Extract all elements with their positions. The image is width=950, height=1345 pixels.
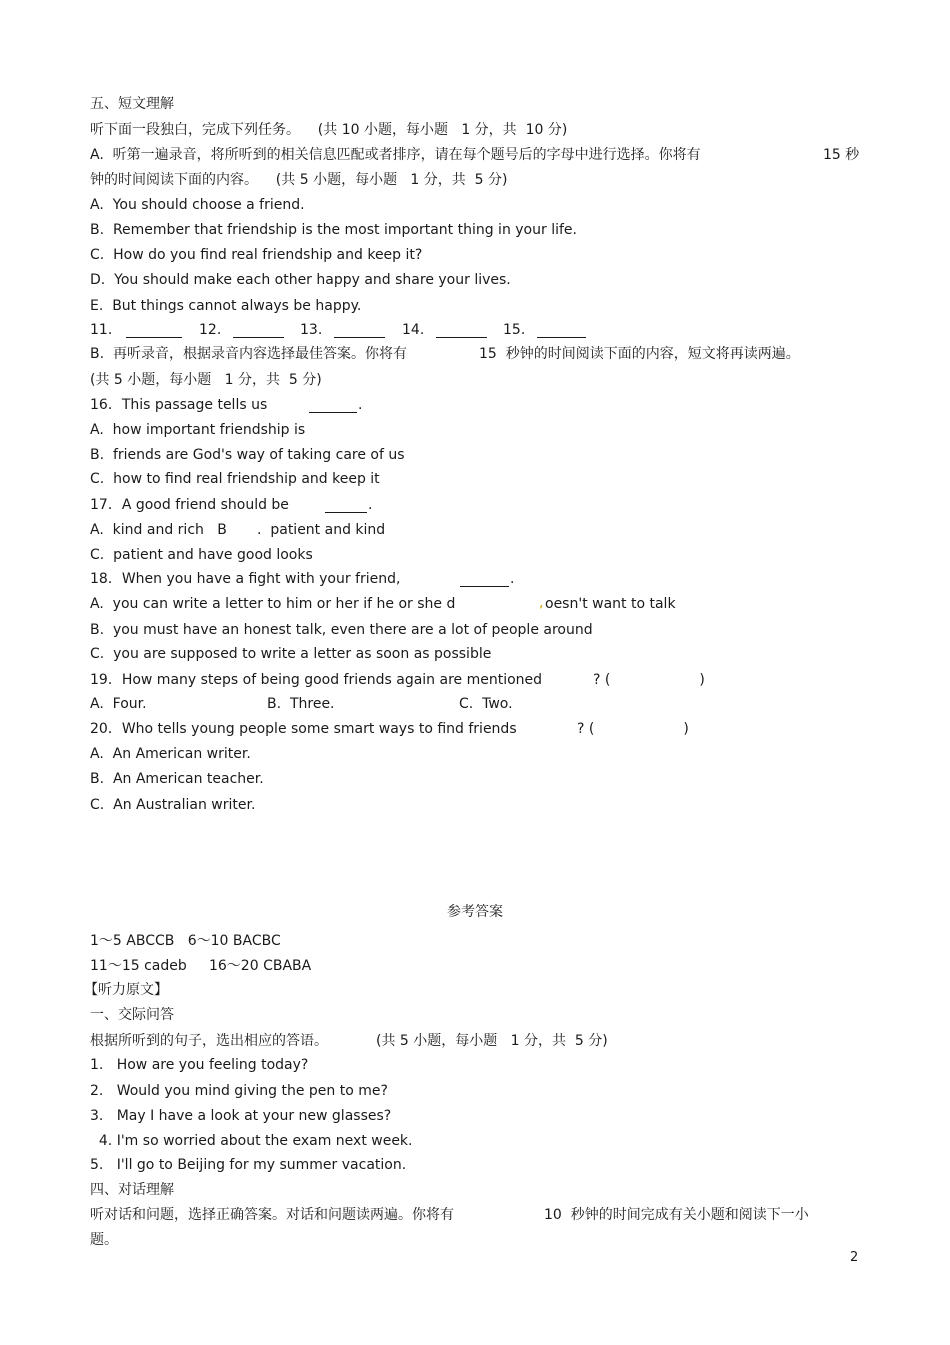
part-b-instruction-line1: B. 再听录音，根据录音内容选择最佳答案。你将有 [90, 346, 407, 362]
transcript-heading: 【听力原文】 [84, 982, 168, 998]
section-4-heading: 四、对话理解 [90, 1182, 174, 1198]
q16-period: . [358, 397, 363, 413]
q16-stem: 16．This passage tells us [90, 397, 268, 413]
section-5-instruction: 听下面一段独白，完成下列任务。 (共 10 小题，每小题 1 分，共 10 分) [90, 122, 568, 138]
transcript-sentence-3: 3. May I have a look at your new glasses? [90, 1108, 392, 1124]
option-c: C. How do you find real friendship and keep it? [90, 247, 423, 263]
part-a-15-seconds: 15 秒 [823, 147, 860, 163]
q17-stem: 17．A good friend should be [90, 497, 289, 513]
q18-period: . [510, 571, 515, 587]
option-b: B. Remember that friendship is the most important thing in your life. [90, 222, 577, 238]
q16-option-b: B. friends are God's way of taking care of us [90, 447, 405, 463]
section-4-instruction-end: 题。 [90, 1232, 118, 1248]
q20-option-b: B. An American teacher. [90, 771, 264, 787]
q17-blank[interactable] [325, 511, 367, 513]
q19-option-a: A. Four. [90, 696, 147, 712]
q12-label: 12. [199, 322, 222, 338]
q16-option-c: C. how to find real friendship and keep it [90, 471, 380, 487]
part-b-instruction-15: 15 秒钟的时间阅读下面的内容，短文将再读两遍。 [479, 346, 800, 362]
q20-option-c: C. An Australian writer. [90, 797, 256, 813]
section-5-heading: 五、短文理解 [90, 96, 174, 112]
q15-label: 15. [503, 322, 526, 338]
transcript-sentence-1: 1. How are you feeling today? [90, 1057, 309, 1073]
q13-blank[interactable] [334, 336, 385, 338]
q20-stem: 20．Who tells young people some smart ways to find friends [90, 721, 517, 737]
section-1-heading: 一、交际问答 [90, 1007, 174, 1023]
q17-period: . [368, 497, 373, 513]
answers-line-2: 11～15 cadeb 16～20 CBABA [90, 958, 312, 974]
transcript-sentence-2: 2. Would you mind giving the pen to me? [90, 1083, 388, 1099]
transcript-sentence-5: 5. I'll go to Beijing for my summer vacation. [90, 1157, 407, 1173]
q19-answer-paren[interactable]: ? ( ) [593, 672, 705, 688]
q18-blank[interactable] [460, 585, 509, 587]
section-4-instruction: 听对话和问题，选择正确答案。对话和问题读两遍。你将有 [90, 1207, 454, 1223]
q19-option-c: C. Two. [459, 696, 513, 712]
q11-blank[interactable] [126, 336, 182, 338]
q14-blank[interactable] [436, 336, 487, 338]
part-a-instruction-line2: 钟的时间阅读下面的内容。 (共 5 小题，每小题 1 分，共 5 分) [90, 172, 508, 188]
section-4-instruction-10: 10 秒钟的时间完成有关小题和阅读下一小 [544, 1207, 809, 1223]
q14-label: 14. [402, 322, 425, 338]
q16-blank[interactable] [309, 411, 357, 413]
part-b-instruction-line2: (共 5 小题，每小题 1 分，共 5 分) [90, 372, 322, 388]
answers-line-1: 1～5 ABCCB 6～10 BACBC [90, 933, 281, 949]
option-e: E. But things cannot always be happy. [90, 298, 362, 314]
transcript-sentence-4: 4. I'm so worried about the exam next week. [90, 1133, 413, 1149]
q19-option-b: B. Three. [267, 696, 335, 712]
q20-answer-paren[interactable]: ? ( ) [577, 721, 689, 737]
q18-option-a-rest: oesn't want to talk [545, 596, 676, 612]
q18-option-c: C. you are supposed to write a letter as soon as possible [90, 646, 492, 662]
q17-option-c: C. patient and have good looks [90, 547, 313, 563]
q20-option-a: A. An American writer. [90, 746, 251, 762]
q18-option-a: A. you can write a letter to him or her if he or she d [90, 596, 456, 612]
q13-label: 13. [300, 322, 323, 338]
q18-stem: 18．When you have a fight with your friend, [90, 571, 401, 587]
part-a-instruction-line1: A. 听第一遍录音，将所听到的相关信息匹配或者排序，请在每个题号后的字母中进行选择。你将有 [90, 147, 701, 163]
page-number: 2 [850, 1250, 859, 1265]
q12-blank[interactable] [233, 336, 284, 338]
q19-stem: 19．How many steps of being good friends again are mentioned [90, 672, 543, 688]
q15-blank[interactable] [537, 336, 586, 338]
section-1-instruction: 根据所听到的句子，选出相应的答语。 [90, 1033, 328, 1049]
q17-option-b: . patient and kind [257, 522, 386, 538]
q17-option-a: A. kind and rich B [90, 522, 227, 538]
answers-title: 参考答案 [447, 904, 503, 920]
q11-label: 11． [90, 322, 122, 338]
option-a: A. You should choose a friend. [90, 197, 305, 213]
option-d: D. You should make each other happy and share your lives. [90, 272, 511, 288]
q18-option-a-mark: , [539, 595, 544, 611]
q18-option-b: B. you must have an honest talk, even there are a lot of people around [90, 622, 593, 638]
q16-option-a: A. how important friendship is [90, 422, 306, 438]
section-1-instruction-score: (共 5 小题，每小题 1 分，共 5 分) [376, 1033, 608, 1049]
